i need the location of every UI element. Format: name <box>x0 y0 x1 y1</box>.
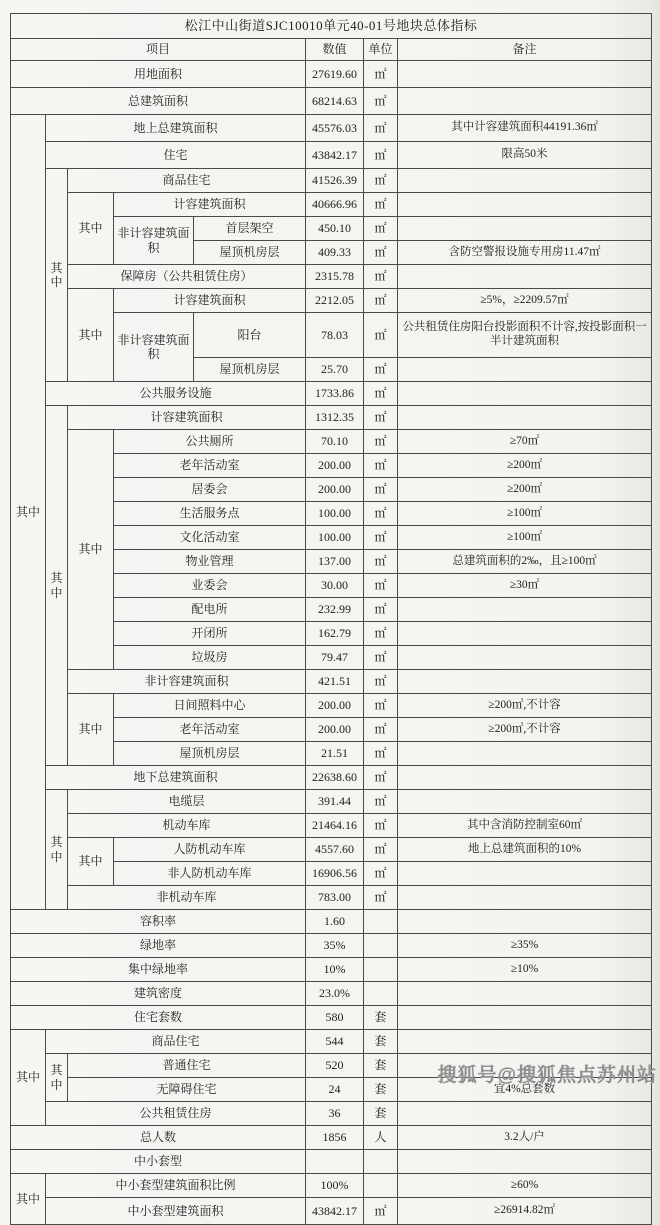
table-row <box>11 265 652 289</box>
item-label-cell: 住宅 <box>46 142 306 169</box>
unit-cell: ㎡ <box>364 88 398 115</box>
qizhong-group-cell: 其中 <box>11 1030 46 1126</box>
item-label-cell: 计容建筑面积 <box>114 289 306 313</box>
item-label-cell: 居委会 <box>114 478 306 502</box>
value-cell: 162.79 <box>306 622 364 646</box>
remark-cell <box>398 1102 652 1126</box>
table-row <box>11 61 652 88</box>
remark-cell: ≥200㎡ <box>398 454 652 478</box>
item-label-cell: 绿地率 <box>11 934 306 958</box>
item-label-cell: 配电所 <box>114 598 306 622</box>
value-cell: 36 <box>306 1102 364 1126</box>
value-cell: 78.03 <box>306 313 364 358</box>
item-label-cell: 计容建筑面积 <box>114 193 306 217</box>
remark-cell <box>398 982 652 1006</box>
unit-cell: 套 <box>364 1054 398 1078</box>
unit-cell: ㎡ <box>364 382 398 406</box>
remark-cell: ≥70㎡ <box>398 430 652 454</box>
value-cell: 21464.16 <box>306 814 364 838</box>
value-cell: 580 <box>306 1006 364 1030</box>
remark-cell: ≥200㎡,不计容 <box>398 694 652 718</box>
remark-cell: ≥60% <box>398 1174 652 1198</box>
remark-cell <box>398 910 652 934</box>
remark-cell: ≥200㎡ <box>398 478 652 502</box>
remark-cell: ≥10% <box>398 958 652 982</box>
column-header-value: 数值 <box>306 39 364 61</box>
value-cell: 2315.78 <box>306 265 364 289</box>
table-row <box>11 838 652 862</box>
item-label-cell: 公共租赁住房 <box>46 1102 306 1126</box>
unit-cell: ㎡ <box>364 574 398 598</box>
remark-cell <box>398 886 652 910</box>
item-label-cell: 垃圾房 <box>114 646 306 670</box>
remark-cell: 限高50米 <box>398 142 652 169</box>
table-row <box>11 1102 652 1126</box>
value-cell: 35% <box>306 934 364 958</box>
plot-indicators-table <box>10 13 652 1225</box>
remark-cell <box>398 169 652 193</box>
remark-cell <box>398 862 652 886</box>
remark-cell <box>398 1030 652 1054</box>
unit-cell: ㎡ <box>364 550 398 574</box>
unit-cell: ㎡ <box>364 742 398 766</box>
unit-cell <box>364 934 398 958</box>
remark-cell <box>398 622 652 646</box>
unit-cell <box>364 1150 398 1174</box>
item-label-cell: 电缆层 <box>68 790 306 814</box>
table-row <box>11 289 652 313</box>
table-row <box>11 670 652 694</box>
table-row <box>11 1198 652 1225</box>
table-row <box>11 814 652 838</box>
remark-cell: ≥200㎡,不计容 <box>398 718 652 742</box>
qizhong-group-cell: 其中 <box>68 430 114 670</box>
remark-cell: 地上总建筑面积的10% <box>398 838 652 862</box>
unit-cell: ㎡ <box>364 289 398 313</box>
remark-cell: 总建筑面积的2‰，且≥100㎡ <box>398 550 652 574</box>
item-label-cell: 集中绿地率 <box>11 958 306 982</box>
value-cell: 10% <box>306 958 364 982</box>
unit-cell: ㎡ <box>364 838 398 862</box>
value-cell: 43842.17 <box>306 1198 364 1225</box>
qizhong-group-cell: 其中 <box>68 694 114 766</box>
table-row <box>11 766 652 790</box>
value-cell: 70.10 <box>306 430 364 454</box>
value-cell: 200.00 <box>306 694 364 718</box>
item-label-cell: 物业管理 <box>114 550 306 574</box>
unit-cell: 套 <box>364 1102 398 1126</box>
unit-cell: ㎡ <box>364 502 398 526</box>
table-row <box>11 958 652 982</box>
value-cell: 409.33 <box>306 241 364 265</box>
table-row <box>11 142 652 169</box>
value-cell: 16906.56 <box>306 862 364 886</box>
table-row <box>11 1030 652 1054</box>
remark-cell: 公共租赁住房阳台投影面积不计容,按投影面积一半计建筑面积 <box>398 313 652 358</box>
value-cell <box>306 1150 364 1174</box>
sohu-watermark: 搜狐号@搜狐焦点苏州站 <box>437 1065 657 1086</box>
value-cell: 1312.35 <box>306 406 364 430</box>
qizhong-group-cell: 其中 <box>68 193 114 265</box>
remark-cell: 其中含消防控制室60㎡ <box>398 814 652 838</box>
unit-cell: 人 <box>364 1126 398 1150</box>
remark-cell <box>398 670 652 694</box>
item-label-cell: 总建筑面积 <box>11 88 306 115</box>
unit-cell: ㎡ <box>364 406 398 430</box>
unit-cell <box>364 1174 398 1198</box>
item-label-cell: 保障房（公共租赁住房） <box>68 265 306 289</box>
item-label-cell: 中小套型建筑面积 <box>46 1198 306 1225</box>
remark-cell <box>398 790 652 814</box>
item-label-cell: 普通住宅 <box>68 1054 306 1078</box>
table-row <box>11 115 652 142</box>
unit-cell: ㎡ <box>364 886 398 910</box>
item-label-cell: 日间照料中心 <box>114 694 306 718</box>
value-cell: 21.51 <box>306 742 364 766</box>
remark-cell <box>398 88 652 115</box>
unit-cell: ㎡ <box>364 61 398 88</box>
item-label-cell: 屋顶机房层 <box>114 742 306 766</box>
value-cell: 1856 <box>306 1126 364 1150</box>
table-row <box>11 14 652 39</box>
remark-cell: 宜4%总套数 <box>398 1078 652 1102</box>
item-label-cell: 老年活动室 <box>114 718 306 742</box>
table-row <box>11 694 652 718</box>
remark-cell: ≥26914.82㎡ <box>398 1198 652 1225</box>
unit-cell: 套 <box>364 1030 398 1054</box>
qizhong-group-cell: 其中 <box>46 169 68 382</box>
unit-cell: ㎡ <box>364 115 398 142</box>
qizhong-group-cell: 其中 <box>46 790 68 910</box>
remark-cell <box>398 382 652 406</box>
unit-cell: ㎡ <box>364 169 398 193</box>
value-cell: 68214.63 <box>306 88 364 115</box>
unit-cell: ㎡ <box>364 526 398 550</box>
column-header-remark: 备注 <box>398 39 652 61</box>
unit-cell: ㎡ <box>364 718 398 742</box>
value-cell: 200.00 <box>306 478 364 502</box>
value-cell: 1.60 <box>306 910 364 934</box>
item-label-cell: 非机动车库 <box>68 886 306 910</box>
unit-cell <box>364 958 398 982</box>
remark-cell: 含防空警报设施专用房11.47㎡ <box>398 241 652 265</box>
item-label-cell: 机动车库 <box>68 814 306 838</box>
remark-cell: ≥100㎡ <box>398 502 652 526</box>
remark-cell <box>398 598 652 622</box>
value-cell: 41526.39 <box>306 169 364 193</box>
item-label-cell: 商品住宅 <box>68 169 306 193</box>
table-row <box>11 934 652 958</box>
item-label-cell: 住宅套数 <box>11 1006 306 1030</box>
unit-cell: ㎡ <box>364 694 398 718</box>
item-label-cell: 非计容建筑面积 <box>68 670 306 694</box>
value-cell: 100% <box>306 1174 364 1198</box>
value-cell: 2212.05 <box>306 289 364 313</box>
unit-cell: ㎡ <box>364 265 398 289</box>
table-row <box>11 406 652 430</box>
table-row <box>11 382 652 406</box>
value-cell: 391.44 <box>306 790 364 814</box>
item-label-cell: 总人数 <box>11 1126 306 1150</box>
value-cell: 421.51 <box>306 670 364 694</box>
unit-cell: ㎡ <box>364 766 398 790</box>
item-label-cell: 业委会 <box>114 574 306 598</box>
qizhong-group-cell: 其中 <box>68 289 114 382</box>
remark-cell <box>398 61 652 88</box>
unit-cell: ㎡ <box>364 790 398 814</box>
remark-cell: ≥35% <box>398 934 652 958</box>
item-label-cell: 屋顶机房层 <box>194 241 306 265</box>
table-row <box>11 88 652 115</box>
unit-cell: ㎡ <box>364 478 398 502</box>
value-cell: 25.70 <box>306 358 364 382</box>
item-label-cell: 中小套型建筑面积比例 <box>46 1174 306 1198</box>
column-header-item: 项目 <box>11 39 306 61</box>
unit-cell: ㎡ <box>364 814 398 838</box>
remark-cell <box>398 1150 652 1174</box>
unit-cell: ㎡ <box>364 454 398 478</box>
value-cell: 137.00 <box>306 550 364 574</box>
item-label-cell: 非人防机动车库 <box>114 862 306 886</box>
unit-cell: ㎡ <box>364 670 398 694</box>
unit-cell <box>364 910 398 934</box>
value-cell: 783.00 <box>306 886 364 910</box>
remark-cell <box>398 766 652 790</box>
item-label-cell: 商品住宅 <box>46 1030 306 1054</box>
value-cell: 1733.86 <box>306 382 364 406</box>
remark-cell <box>398 217 652 241</box>
unit-cell: ㎡ <box>364 1198 398 1225</box>
table-row <box>11 169 652 193</box>
qizhong-group-cell: 其中 <box>11 115 46 910</box>
value-cell: 45576.03 <box>306 115 364 142</box>
value-cell: 22638.60 <box>306 766 364 790</box>
remark-cell <box>398 358 652 382</box>
remark-cell <box>398 742 652 766</box>
value-cell: 232.99 <box>306 598 364 622</box>
table-row <box>11 790 652 814</box>
qizhong-group-cell: 其中 <box>68 838 114 886</box>
value-cell: 200.00 <box>306 718 364 742</box>
table-row <box>11 1174 652 1198</box>
table-row <box>11 910 652 934</box>
value-cell: 30.00 <box>306 574 364 598</box>
item-label-cell: 建筑密度 <box>11 982 306 1006</box>
item-label-cell: 地上总建筑面积 <box>46 115 306 142</box>
table-row <box>11 1006 652 1030</box>
unit-cell: ㎡ <box>364 193 398 217</box>
value-cell: 79.47 <box>306 646 364 670</box>
remark-cell <box>398 193 652 217</box>
remark-cell: ≥100㎡ <box>398 526 652 550</box>
table-row <box>11 982 652 1006</box>
value-cell: 200.00 <box>306 454 364 478</box>
item-label-cell: 公共服务设施 <box>46 382 306 406</box>
table-row <box>11 1150 652 1174</box>
unit-cell: ㎡ <box>364 622 398 646</box>
remark-cell <box>398 265 652 289</box>
unit-cell: ㎡ <box>364 313 398 358</box>
table-row <box>11 430 652 454</box>
item-label-cell: 地下总建筑面积 <box>46 766 306 790</box>
value-cell: 27619.60 <box>306 61 364 88</box>
remark-cell <box>398 1006 652 1030</box>
remark-cell: 其中计容建筑面积44191.36㎡ <box>398 115 652 142</box>
qizhong-group-cell: 其中 <box>11 1174 46 1225</box>
value-cell: 520 <box>306 1054 364 1078</box>
table-title: 松江中山街道SJC10010单元40-01号地块总体指标 <box>11 14 652 39</box>
item-label-cell: 容积率 <box>11 910 306 934</box>
item-label-cell: 用地面积 <box>11 61 306 88</box>
value-cell: 450.10 <box>306 217 364 241</box>
qizhong-group-cell: 其中 <box>46 1054 68 1102</box>
unit-cell: ㎡ <box>364 862 398 886</box>
unit-cell: ㎡ <box>364 358 398 382</box>
unit-cell: 套 <box>364 1006 398 1030</box>
remark-cell <box>398 646 652 670</box>
value-cell: 544 <box>306 1030 364 1054</box>
unit-cell: 套 <box>364 1078 398 1102</box>
remark-cell: 3.2人/户 <box>398 1126 652 1150</box>
unit-cell: ㎡ <box>364 217 398 241</box>
unit-cell: ㎡ <box>364 646 398 670</box>
item-label-cell: 屋顶机房层 <box>194 358 306 382</box>
value-cell: 100.00 <box>306 526 364 550</box>
remark-cell: ≥30㎡ <box>398 574 652 598</box>
item-label-cell: 首层架空 <box>194 217 306 241</box>
unit-cell: ㎡ <box>364 598 398 622</box>
item-label-cell: 开闭所 <box>114 622 306 646</box>
column-header-unit: 单位 <box>364 39 398 61</box>
value-cell: 24 <box>306 1078 364 1102</box>
value-cell: 23.0% <box>306 982 364 1006</box>
unit-cell <box>364 982 398 1006</box>
value-cell: 40666.96 <box>306 193 364 217</box>
unit-cell: ㎡ <box>364 430 398 454</box>
unit-cell: ㎡ <box>364 241 398 265</box>
item-label-cell: 计容建筑面积 <box>68 406 306 430</box>
group-label-cell: 非计容建筑面积 <box>114 313 194 382</box>
item-label-cell: 中小套型 <box>11 1150 306 1174</box>
value-cell: 100.00 <box>306 502 364 526</box>
item-label-cell: 无障碍住宅 <box>68 1078 306 1102</box>
value-cell: 43842.17 <box>306 142 364 169</box>
table-header-row <box>11 39 652 61</box>
item-label-cell: 公共厕所 <box>114 430 306 454</box>
table-row <box>11 886 652 910</box>
item-label-cell: 阳台 <box>194 313 306 358</box>
item-label-cell: 生活服务点 <box>114 502 306 526</box>
item-label-cell: 文化活动室 <box>114 526 306 550</box>
qizhong-group-cell: 其中 <box>46 406 68 766</box>
table-row <box>11 1126 652 1150</box>
group-label-cell: 非计容建筑面积 <box>114 217 194 265</box>
value-cell: 4557.60 <box>306 838 364 862</box>
remark-cell <box>398 406 652 430</box>
table-row <box>11 193 652 217</box>
remark-cell: ≥5%，≥2209.57㎡ <box>398 289 652 313</box>
unit-cell: ㎡ <box>364 142 398 169</box>
item-label-cell: 老年活动室 <box>114 454 306 478</box>
item-label-cell: 人防机动车库 <box>114 838 306 862</box>
